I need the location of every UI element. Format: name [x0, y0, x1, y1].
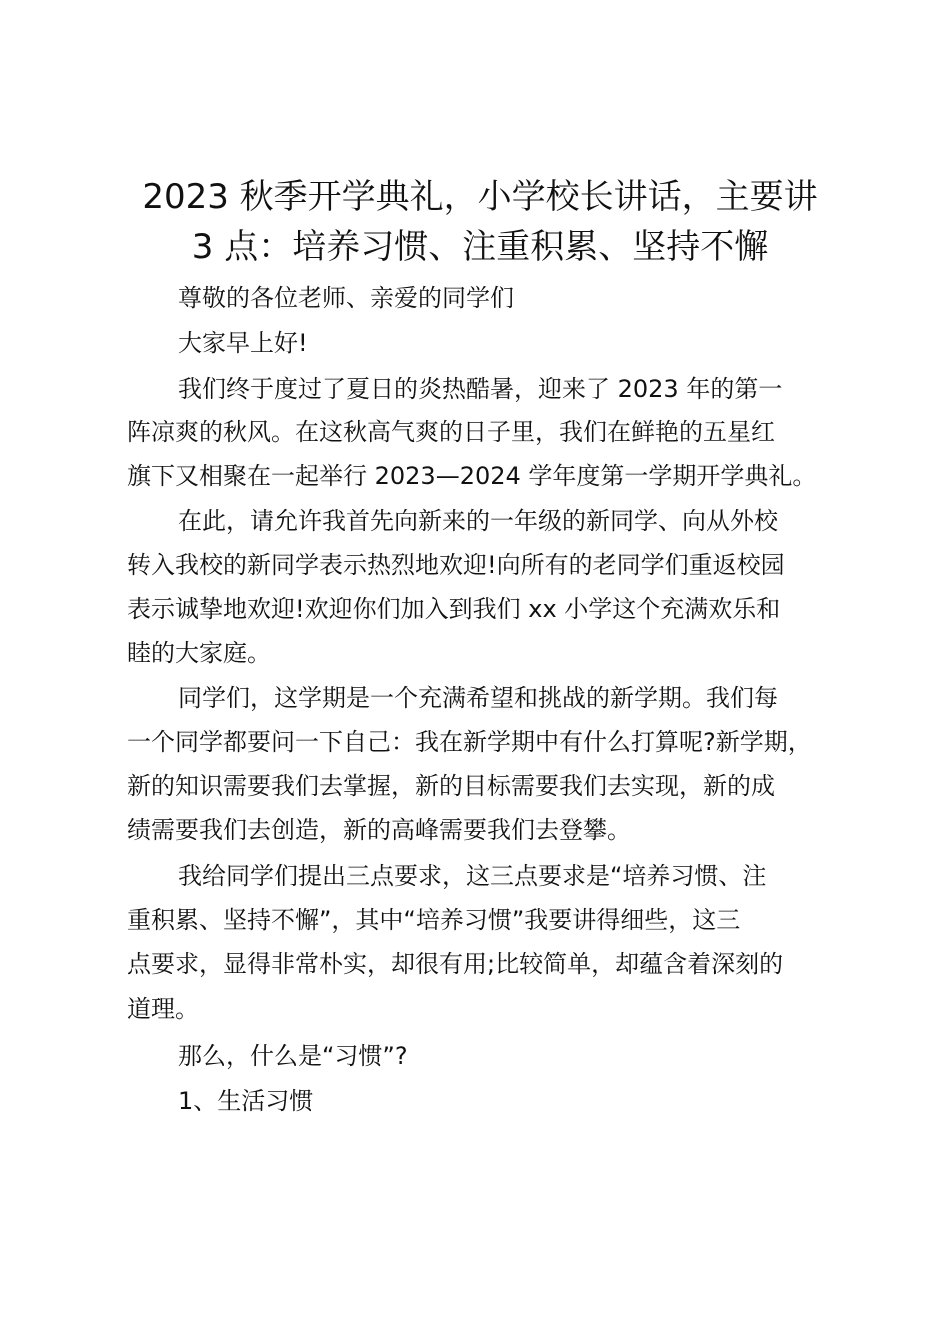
title-line-1: 2023 秋季开学典礼，小学校长讲话，主要讲 [142, 177, 818, 217]
paragraph-2-line-2: 转入我校的新同学表示热烈地欢迎!向所有的老同学们重返校园 [127, 551, 785, 579]
paragraph-1-line-1: 我们终于度过了夏日的炎热酷暑，迎来了 2023 年的第一 [178, 375, 783, 403]
paragraph-3-line-1: 同学们，这学期是一个充满希望和挑战的新学期。我们每 [178, 684, 778, 712]
paragraph-2-line-1: 在此，请允许我首先向新来的一年级的新同学、向从外校 [178, 507, 778, 535]
salutation: 尊敬的各位老师、亲爱的同学们 [178, 284, 514, 312]
paragraph-4-line-3: 点要求，显得非常朴实，却很有用;比较简单，却蕴含着深刻的 [127, 950, 784, 978]
paragraph-2-line-3: 表示诚挚地欢迎!欢迎你们加入到我们 xx 小学这个充满欢乐和 [127, 595, 781, 623]
question-line: 那么，什么是“习惯”? [178, 1042, 408, 1070]
paragraph-1-line-2: 阵凉爽的秋风。在这秋高气爽的日子里，我们在鲜艳的五星红 [127, 418, 775, 446]
paragraph-4-line-1: 我给同学们提出三点要求，这三点要求是“培养习惯、注 [178, 862, 767, 890]
title-line-2: 3 点：培养习惯、注重积累、坚持不懈 [191, 227, 769, 267]
greeting: 大家早上好! [178, 329, 308, 357]
paragraph-4-line-2: 重积累、坚持不懈”，其中“培养习惯”我要讲得细些，这三 [127, 906, 741, 934]
paragraph-1-line-3: 旗下又相聚在一起举行 2023—2024 学年度第一学期开学典礼。 [127, 462, 817, 490]
paragraph-2-line-4: 睦的大家庭。 [127, 639, 271, 667]
paragraph-3-line-3: 新的知识需要我们去掌握，新的目标需要我们去实现，新的成 [127, 772, 775, 800]
document-title [100, 172, 860, 272]
paragraph-3-line-2: 一个同学都要问一下自己：我在新学期中有什么打算呢?新学期， [127, 728, 812, 756]
paragraph-4-line-4: 道理。 [127, 995, 199, 1023]
section-heading: 1、生活习惯 [178, 1087, 314, 1115]
paragraph-3-line-4: 绩需要我们去创造，新的高峰需要我们去登攀。 [127, 816, 631, 844]
